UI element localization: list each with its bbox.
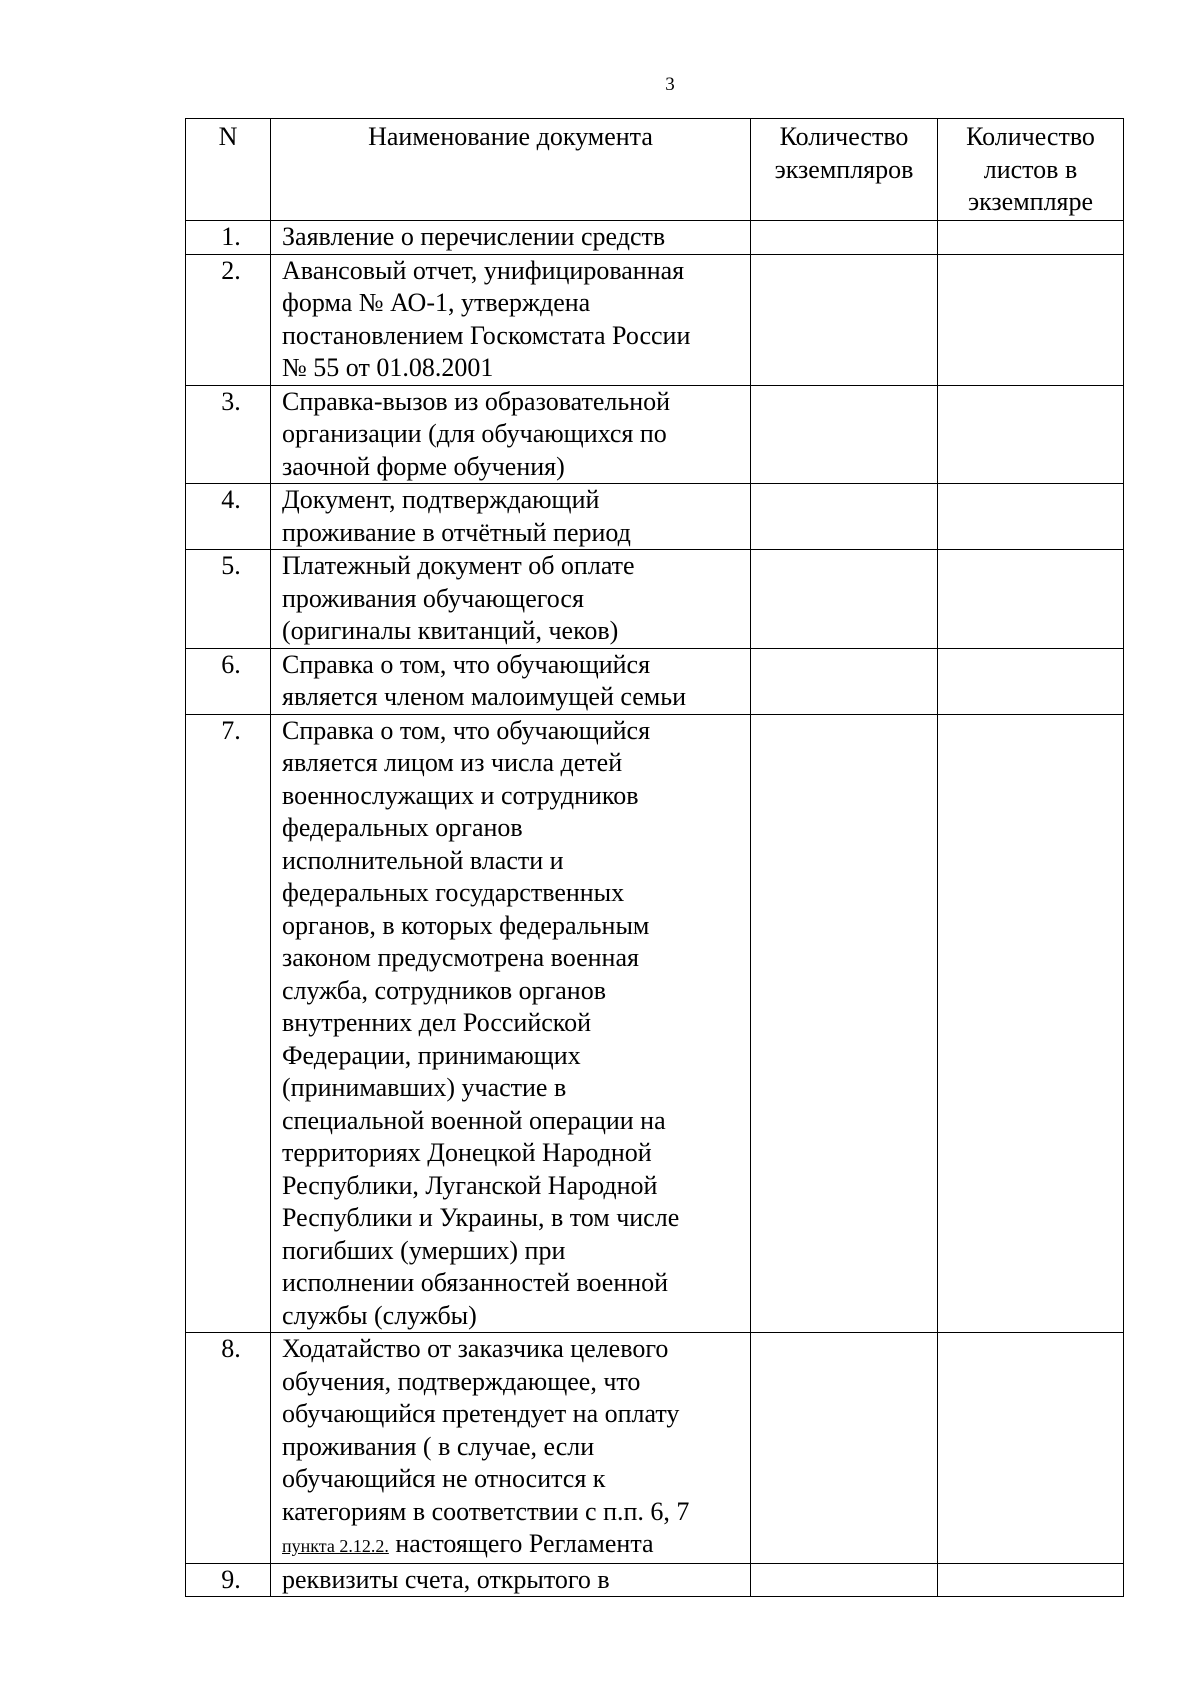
header-copies: Количество экземпляров: [751, 119, 938, 221]
document-name: [271, 385, 751, 484]
table-row: [186, 484, 1124, 550]
document-name-line: № 55 от 01.08.2001: [282, 353, 494, 382]
copies-count-cell: [751, 648, 938, 714]
document-name-line: служба, сотрудников органов: [282, 975, 606, 1005]
row-number: 3.: [186, 385, 271, 484]
row-number: 7.: [186, 714, 271, 1333]
document-name-line: Документ, подтверждающий: [282, 485, 600, 514]
document-name-line: внутренних дел Российской: [282, 1008, 592, 1037]
header-num: N: [186, 119, 271, 221]
header-name: Наименование документа: [271, 119, 751, 221]
copies-count-cell: [751, 1563, 938, 1597]
row-number: 9.: [186, 1563, 271, 1597]
document-name-line: Заявление о перечислении средств: [282, 222, 666, 251]
document-name-line: проживания ( в случае, если: [282, 1431, 595, 1461]
document-name-line: проживание в отчётный период: [282, 517, 631, 547]
document-name-line: Платежный документ об оплате: [282, 551, 635, 580]
document-name-line: обучающийся претендует на оплату: [282, 1399, 680, 1428]
sheets-count-cell: [938, 254, 1124, 385]
copies-count-cell: [751, 484, 938, 550]
document-name-line: законом предусмотрена военная: [282, 943, 639, 972]
sheets-count-cell: [938, 385, 1124, 484]
row-number: 8.: [186, 1333, 271, 1564]
table-row: [186, 385, 1124, 484]
document-name-line: категориям в соответствии с п.п. 6, 7: [282, 1496, 690, 1526]
table-row: [186, 1563, 1124, 1597]
page-number: 3: [665, 74, 675, 95]
header-sheets: Количество листов в экземпляре: [938, 119, 1124, 221]
document-name-line: заочной форме обучения): [282, 451, 565, 481]
document-name-line: погибших (умерших) при: [282, 1235, 566, 1265]
document-name: [271, 484, 751, 550]
row-number: 4.: [186, 484, 271, 550]
document-name: [271, 1333, 751, 1564]
document-name-line: реквизиты счета, открытого в: [282, 1564, 610, 1594]
sheets-count-cell: [938, 221, 1124, 255]
documents-table: [185, 118, 1124, 1597]
document-name: [271, 714, 751, 1333]
regulation-reference-link[interactable]: пункта 2.12.2.: [282, 1536, 389, 1556]
document-name-line: исполнительной власти и: [282, 845, 564, 875]
copies-count-cell: [751, 385, 938, 484]
document-name-line: организации (для обучающихся по: [282, 419, 667, 448]
row-number: 6.: [186, 648, 271, 714]
table-header-row: [186, 119, 1124, 221]
table-row: [186, 714, 1124, 1333]
copies-count-cell: [751, 254, 938, 385]
table-row: [186, 1333, 1124, 1564]
document-name-line: [282, 1528, 746, 1563]
document-name-line: форма № АО-1, утверждена: [282, 288, 591, 317]
document-name: [271, 648, 751, 714]
document-name-line: обучающийся не относится к: [282, 1464, 606, 1493]
row-number: 5.: [186, 550, 271, 649]
copies-count-cell: [751, 1333, 938, 1564]
document-name-line: Республики и Украины, в том числе: [282, 1203, 680, 1232]
document-name: [271, 1563, 751, 1597]
document-name-line: (оригиналы квитанций, чеков): [282, 616, 619, 645]
document-name-line: территориях Донецкой Народной: [282, 1138, 652, 1167]
document-name-line: федеральных органов: [282, 813, 523, 842]
document-name-line: федеральных государственных: [282, 878, 625, 907]
document-name-line: Республики, Луганской Народной: [282, 1170, 658, 1200]
sheets-count-cell: [938, 714, 1124, 1333]
copies-count-cell: [751, 714, 938, 1333]
document-name-line: органов, в которых федеральным: [282, 910, 650, 940]
document-name: [271, 254, 751, 385]
sheets-count-cell: [938, 648, 1124, 714]
document-name-line: исполнении обязанностей военной: [282, 1268, 669, 1297]
document-name-line: (принимавших) участие в: [282, 1073, 567, 1102]
document-name-line: Федерации, принимающих: [282, 1040, 581, 1070]
document-name: [271, 550, 751, 649]
document-name-line: обучения, подтверждающее, что: [282, 1366, 641, 1396]
document-name-line: Справка о том, что обучающийся: [282, 649, 651, 679]
copies-count-cell: [751, 221, 938, 255]
document-name-line: проживания обучающегося: [282, 583, 584, 613]
document-name-line: является членом малоимущей семьи: [282, 682, 686, 711]
table-row: [186, 254, 1124, 385]
sheets-count-cell: [938, 550, 1124, 649]
document-name-line: является лицом из числа детей: [282, 748, 623, 777]
row-number: 1.: [186, 221, 271, 255]
document-name-line: военнослужащих и сотрудников: [282, 780, 639, 810]
table-row: [186, 648, 1124, 714]
copies-count-cell: [751, 550, 938, 649]
document-name-line: службы (службы): [282, 1300, 477, 1330]
sheets-count-cell: [938, 1563, 1124, 1597]
sheets-count-cell: [938, 1333, 1124, 1564]
document-name-line: Авансовый отчет, унифицированная: [282, 255, 685, 285]
document-name: [271, 221, 751, 255]
document-name-text: настоящего Регламента: [388, 1529, 654, 1558]
table-row: [186, 221, 1124, 255]
document-name-line: Ходатайство от заказчика целевого: [282, 1334, 669, 1363]
document-name-line: Справка-вызов из образовательной: [282, 386, 671, 416]
document-name-line: постановлением Госкомстата России: [282, 320, 691, 350]
row-number: 2.: [186, 254, 271, 385]
table-row: [186, 550, 1124, 649]
document-name-line: Справка о том, что обучающийся: [282, 715, 651, 745]
sheets-count-cell: [938, 484, 1124, 550]
document-name-line: специальной военной операции на: [282, 1105, 666, 1135]
